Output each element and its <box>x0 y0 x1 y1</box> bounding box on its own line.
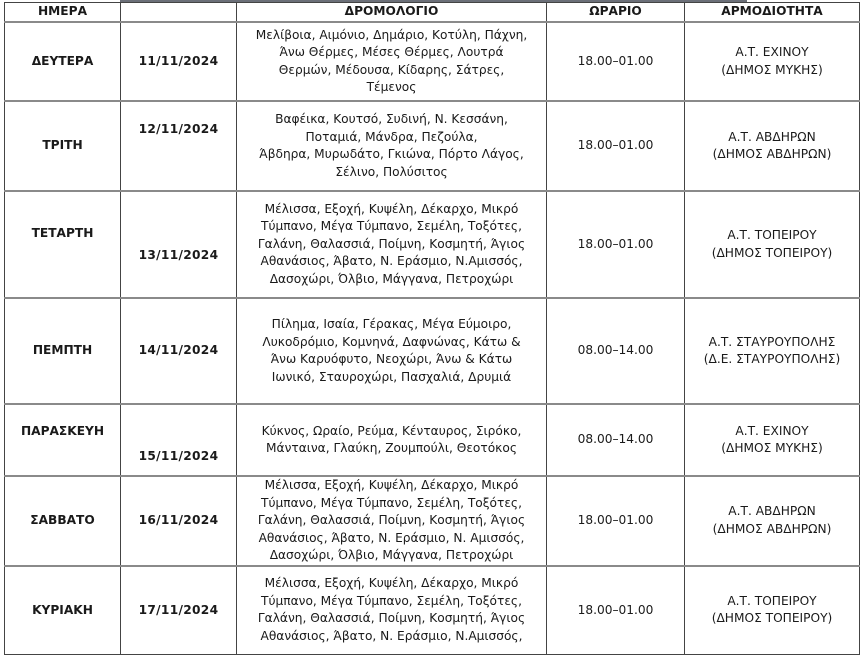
authority-cell <box>685 404 860 476</box>
table-row <box>5 101 860 191</box>
hours-cell: 08.00–14.00 <box>547 298 685 404</box>
authority-station: Α.Τ. ΕΧΙΝΟΥ <box>735 423 809 438</box>
route-line: Αθανάσιος, Άβατο, Ν. Εράσμιο, Ν.Αμισσός, <box>260 254 523 269</box>
day-cell: ΤΡΙΤΗ <box>5 101 121 191</box>
route-line: Τέμενος <box>366 80 417 94</box>
day-cell: ΚΥΡΙΑΚΗ <box>5 566 121 655</box>
authority-municipality: (ΔΗΜΟΣ ΜΥΚΗΣ) <box>721 62 823 77</box>
date-cell: 17/11/2024 <box>121 566 237 655</box>
route-line: Λυκοδρόμιο, Κομνηνά, Δαφνώνας, Κάτω & <box>262 334 521 349</box>
route-cell <box>237 476 547 566</box>
authority-cell <box>685 22 860 101</box>
date-cell: 11/11/2024 <box>121 22 237 101</box>
date-cell: 14/11/2024 <box>121 298 237 404</box>
authority-cell <box>685 566 860 655</box>
route-cell <box>237 191 547 298</box>
route-line: Γαλάνη, Θαλασσιά, Ποίμνη, Κοσμητή, Άγιος <box>257 611 526 626</box>
route-line: Θερμών, Μέδουσα, Κίδαρης, Σάτρες, <box>278 62 505 77</box>
authority-cell <box>685 101 860 191</box>
header-day: ΗΜΕΡΑ <box>5 3 121 23</box>
route-line: Μέλισσα, Εξοχή, Κυψέλη, Δέκαρχο, Μικρό <box>264 576 519 591</box>
route-line: Μέλισσα, Εξοχή, Κυψέλη, Δέκαρχο, Μικρό <box>264 201 519 216</box>
header-route: ΔΡΟΜΟΛΟΓΙΟ <box>237 3 547 23</box>
route-cell <box>237 101 547 191</box>
authority-municipality: (ΔΗΜΟΣ ΤΟΠΕΙΡΟΥ) <box>711 245 833 260</box>
header-hours: ΩΡΑΡΙΟ <box>547 3 685 23</box>
authority-station: Α.Τ. ΑΒΔΗΡΩΝ <box>728 129 816 144</box>
route-line: Τύμπανο, Μέγα Τύμπανο, Σεμέλη, Τοξότες, <box>261 219 522 234</box>
date-cell: 16/11/2024 <box>121 476 237 566</box>
table-row <box>5 404 860 476</box>
hours-cell: 18.00–01.00 <box>547 22 685 101</box>
route-line: Αθανάσιος, Άβατο, Ν. Εράσμιο, Ν.Αμισσός, <box>260 628 523 643</box>
table-row <box>5 22 860 101</box>
route-line: Δασοχώρι, Όλβιο, Μάγγανα, Πετροχώρι <box>269 271 514 286</box>
day-cell: ΠΑΡΑΣΚΕΥΗ <box>5 404 121 476</box>
patrol-schedule-table <box>4 2 860 655</box>
authority-municipality: (ΔΗΜΟΣ ΑΒΔΗΡΩΝ) <box>712 147 832 161</box>
route-line: Μάνταινα, Γλαύκη, Ζουμπούλι, Θεοτόκος <box>266 441 517 455</box>
route-line: Σέλινο, Πολύσιτος <box>335 164 448 179</box>
route-line: Γαλάνη, Θαλασσιά, Ποίμνη, Κοσμητή, Άγιος <box>257 236 526 251</box>
route-line: Βαφέικα, Κουτσό, Συδινή, Ν. Κεσσάνη, <box>275 112 508 126</box>
route-line: Ποταμιά, Μάνδρα, Πεζούλα, <box>305 129 478 144</box>
table-row <box>5 566 860 655</box>
route-cell <box>237 404 547 476</box>
authority-station: Α.Τ. ΤΟΠΕΙΡΟΥ <box>727 228 817 242</box>
authority-municipality: (ΔΗΜΟΣ ΜΥΚΗΣ) <box>721 441 823 455</box>
route-cell <box>237 566 547 655</box>
route-cell <box>237 298 547 404</box>
route-cell <box>237 22 547 101</box>
route-line: Γαλάνη, Θαλασσιά, Ποίμνη, Κοσμητή, Άγιος <box>257 513 526 527</box>
authority-municipality: (ΔΗΜΟΣ ΤΟΠΕΙΡΟΥ) <box>711 611 833 626</box>
hours-cell: 18.00–01.00 <box>547 476 685 566</box>
authority-cell <box>685 298 860 404</box>
authority-cell <box>685 476 860 566</box>
date-cell: 13/11/2024 <box>121 191 237 298</box>
route-line: Άβδηρα, Μυρωδάτο, Γκιώνα, Πόρτο Λάγος, <box>259 147 524 161</box>
authority-station: Α.Τ. ΣΤΑΥΡΟΥΠΟΛΗΣ <box>708 334 836 349</box>
route-line: Πίλημα, Ισαία, Γέρακας, Μέγα Εύμοιρο, <box>271 317 512 331</box>
hours-cell: 18.00–01.00 <box>547 566 685 655</box>
header-date <box>121 3 237 23</box>
route-line: Μελίβοια, Αιμόνιο, Δημάριο, Κοτύλη, Πάχνη, <box>255 27 528 42</box>
date-cell: 12/11/2024 <box>121 101 237 191</box>
table-row <box>5 191 860 298</box>
hours-cell: 18.00–01.00 <box>547 101 685 191</box>
header-row <box>5 3 860 23</box>
route-line: Τύμπανο, Μέγα Τύμπανο, Σεμέλη, Τοξότες, <box>261 495 522 510</box>
route-line: Άνω Θέρμες, Μέσες Θέρμες, Λουτρά <box>279 45 504 59</box>
day-cell: ΠΕΜΠΤΗ <box>5 298 121 404</box>
date-cell: 15/11/2024 <box>121 404 237 476</box>
day-cell: ΤΕΤΑΡΤΗ <box>5 191 121 298</box>
route-line: Μέλισσα, Εξοχή, Κυψέλη, Δέκαρχο, Μικρό <box>264 478 519 492</box>
route-line: Ιωνικό, Σταυροχώρι, Πασχαλιά, Δρυμιά <box>271 369 512 384</box>
day-cell: ΔΕΥΤΕΡΑ <box>5 22 121 101</box>
route-line: Δασοχώρι, Όλβιο, Μάγγανα, Πετροχώρι <box>269 548 514 562</box>
hours-cell: 08.00–14.00 <box>547 404 685 476</box>
route-line: Αθανάσιος, Άβατο, Ν. Εράσμιο, Ν. Αμισσός, <box>258 530 525 545</box>
header-authority: ΑΡΜΟΔΙΟΤΗΤΑ <box>685 3 860 23</box>
table-row <box>5 476 860 566</box>
hours-cell: 18.00–01.00 <box>547 191 685 298</box>
authority-municipality: (ΔΗΜΟΣ ΑΒΔΗΡΩΝ) <box>712 521 832 536</box>
route-line: Κύκνος, Ωραίο, Ρεύμα, Κένταυρος, Σιρόκο, <box>261 423 522 438</box>
authority-municipality: (Δ.Ε. ΣΤΑΥΡΟΥΠΟΛΗΣ) <box>703 352 841 366</box>
authority-station: Α.Τ. ΕΧΙΝΟΥ <box>735 45 809 59</box>
authority-station: Α.Τ. ΤΟΠΕΙΡΟΥ <box>727 593 817 608</box>
day-cell: ΣΑΒΒΑΤΟ <box>5 476 121 566</box>
authority-cell <box>685 191 860 298</box>
table-row <box>5 298 860 404</box>
authority-station: Α.Τ. ΑΒΔΗΡΩΝ <box>728 504 816 519</box>
route-line: Τύμπανο, Μέγα Τύμπανο, Σεμέλη, Τοξότες, <box>261 593 522 608</box>
route-line: Άνω Καρυόφυτο, Νεοχώρι, Άνω & Κάτω <box>270 352 513 366</box>
